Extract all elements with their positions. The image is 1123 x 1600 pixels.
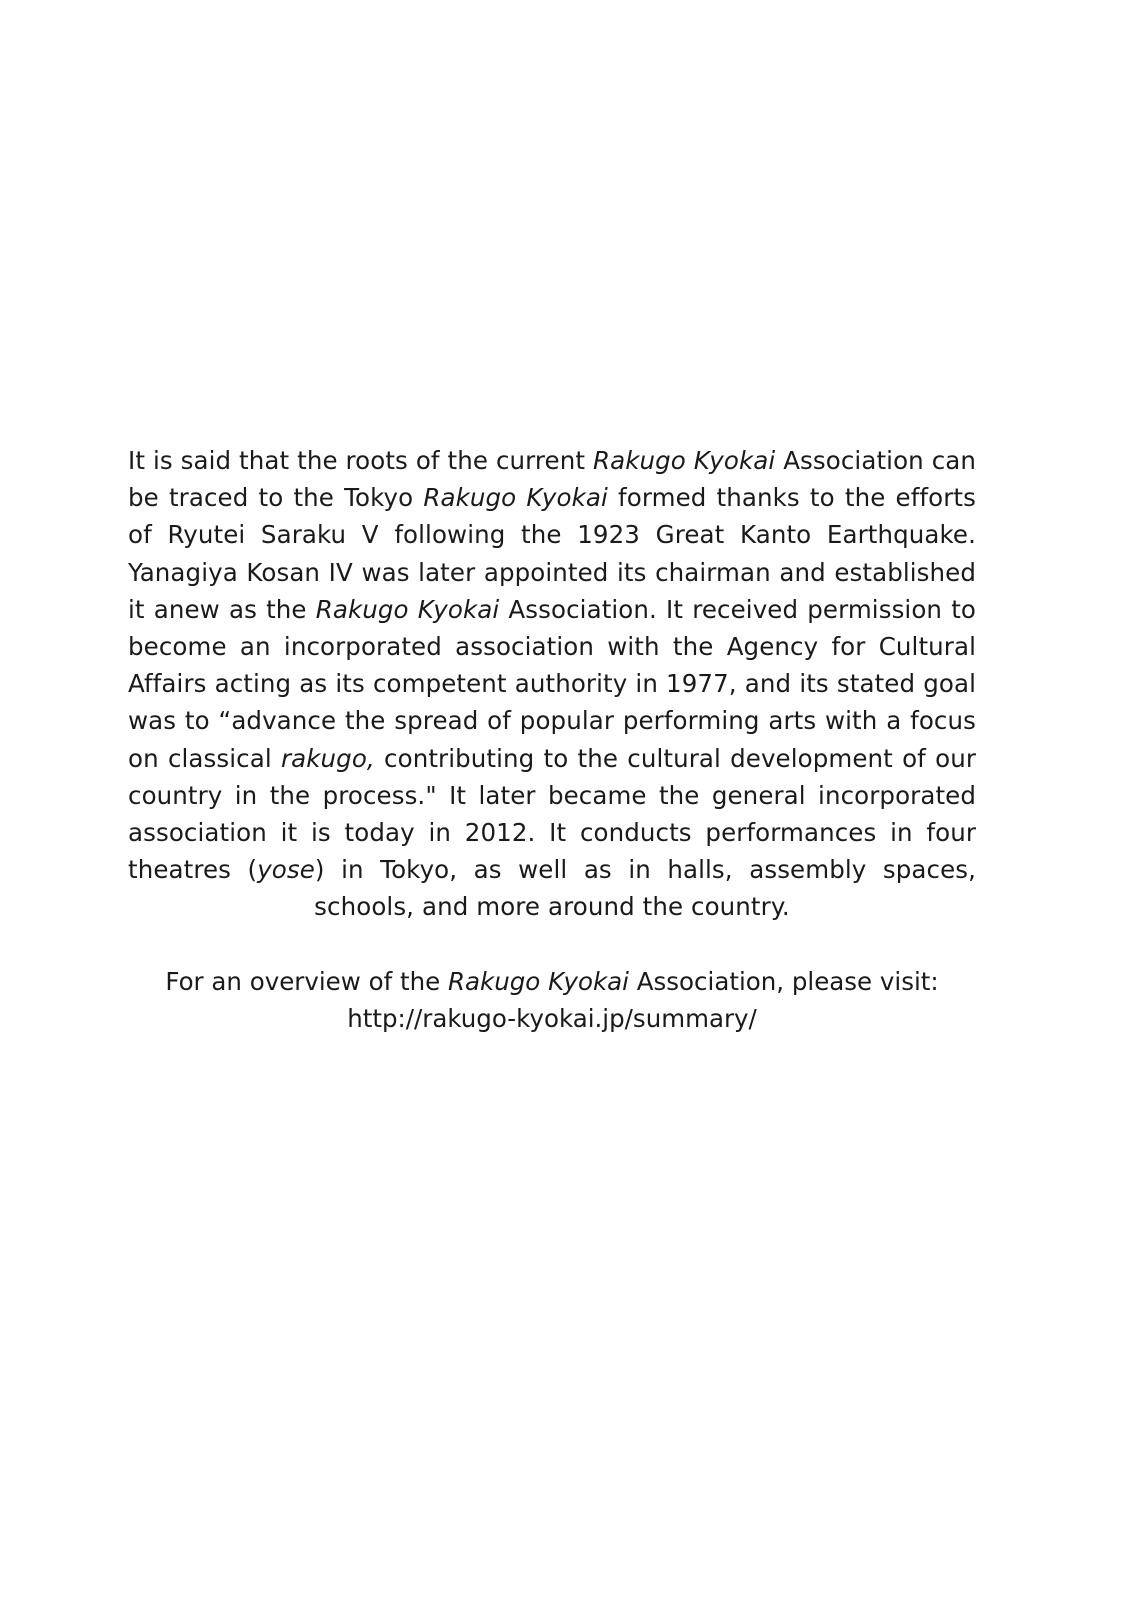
italic-term: Rakugo Kyokai [447,966,629,996]
italic-term: rakugo, [280,743,375,773]
text-run: Association, please visit: [628,966,939,996]
text-run: formed thanks to the efforts of Ryutei Saraku V following the 1923 Great Kanto Earthquake. Yanagiya Kosan IV was later appointed its chairman and established it anew as the [128,483,976,624]
text-run: ) in Tokyo, as well as in halls, assembly spaces, schools, and more around the country. [314,855,976,922]
text-block [128,442,976,1037]
italic-term: yose [257,855,315,885]
text-run: Association can be traced to the Tokyo [128,446,977,513]
text-run: It is said that the roots of the current [128,446,593,475]
summary-url-link[interactable]: http://rakugo-kyokai.jp/summary/ [347,1003,757,1033]
overview-note [128,963,976,1037]
italic-term: Rakugo Kyokai [592,446,776,475]
association-history-paragraph [128,442,976,926]
italic-term: Rakugo Kyokai [423,483,608,513]
text-run: For an overview of the [165,966,448,996]
overview-line [128,963,976,1000]
italic-term: Rakugo Kyokai [315,594,500,624]
url-line [128,1000,976,1037]
text-run: contributing to the cultural development of our country in the process." It later became the general incorporated association it is today in 2012. It conducts performances in four theatres ( [128,743,976,885]
text-run: Association. It received permission to become an incorporated association with the Agency for Cultural Affairs acting as its competent authority in 1977, and its stated goal was to “advance the spread of popular performing arts with a focus on classical [128,594,976,773]
paragraph-spacer [128,926,976,963]
